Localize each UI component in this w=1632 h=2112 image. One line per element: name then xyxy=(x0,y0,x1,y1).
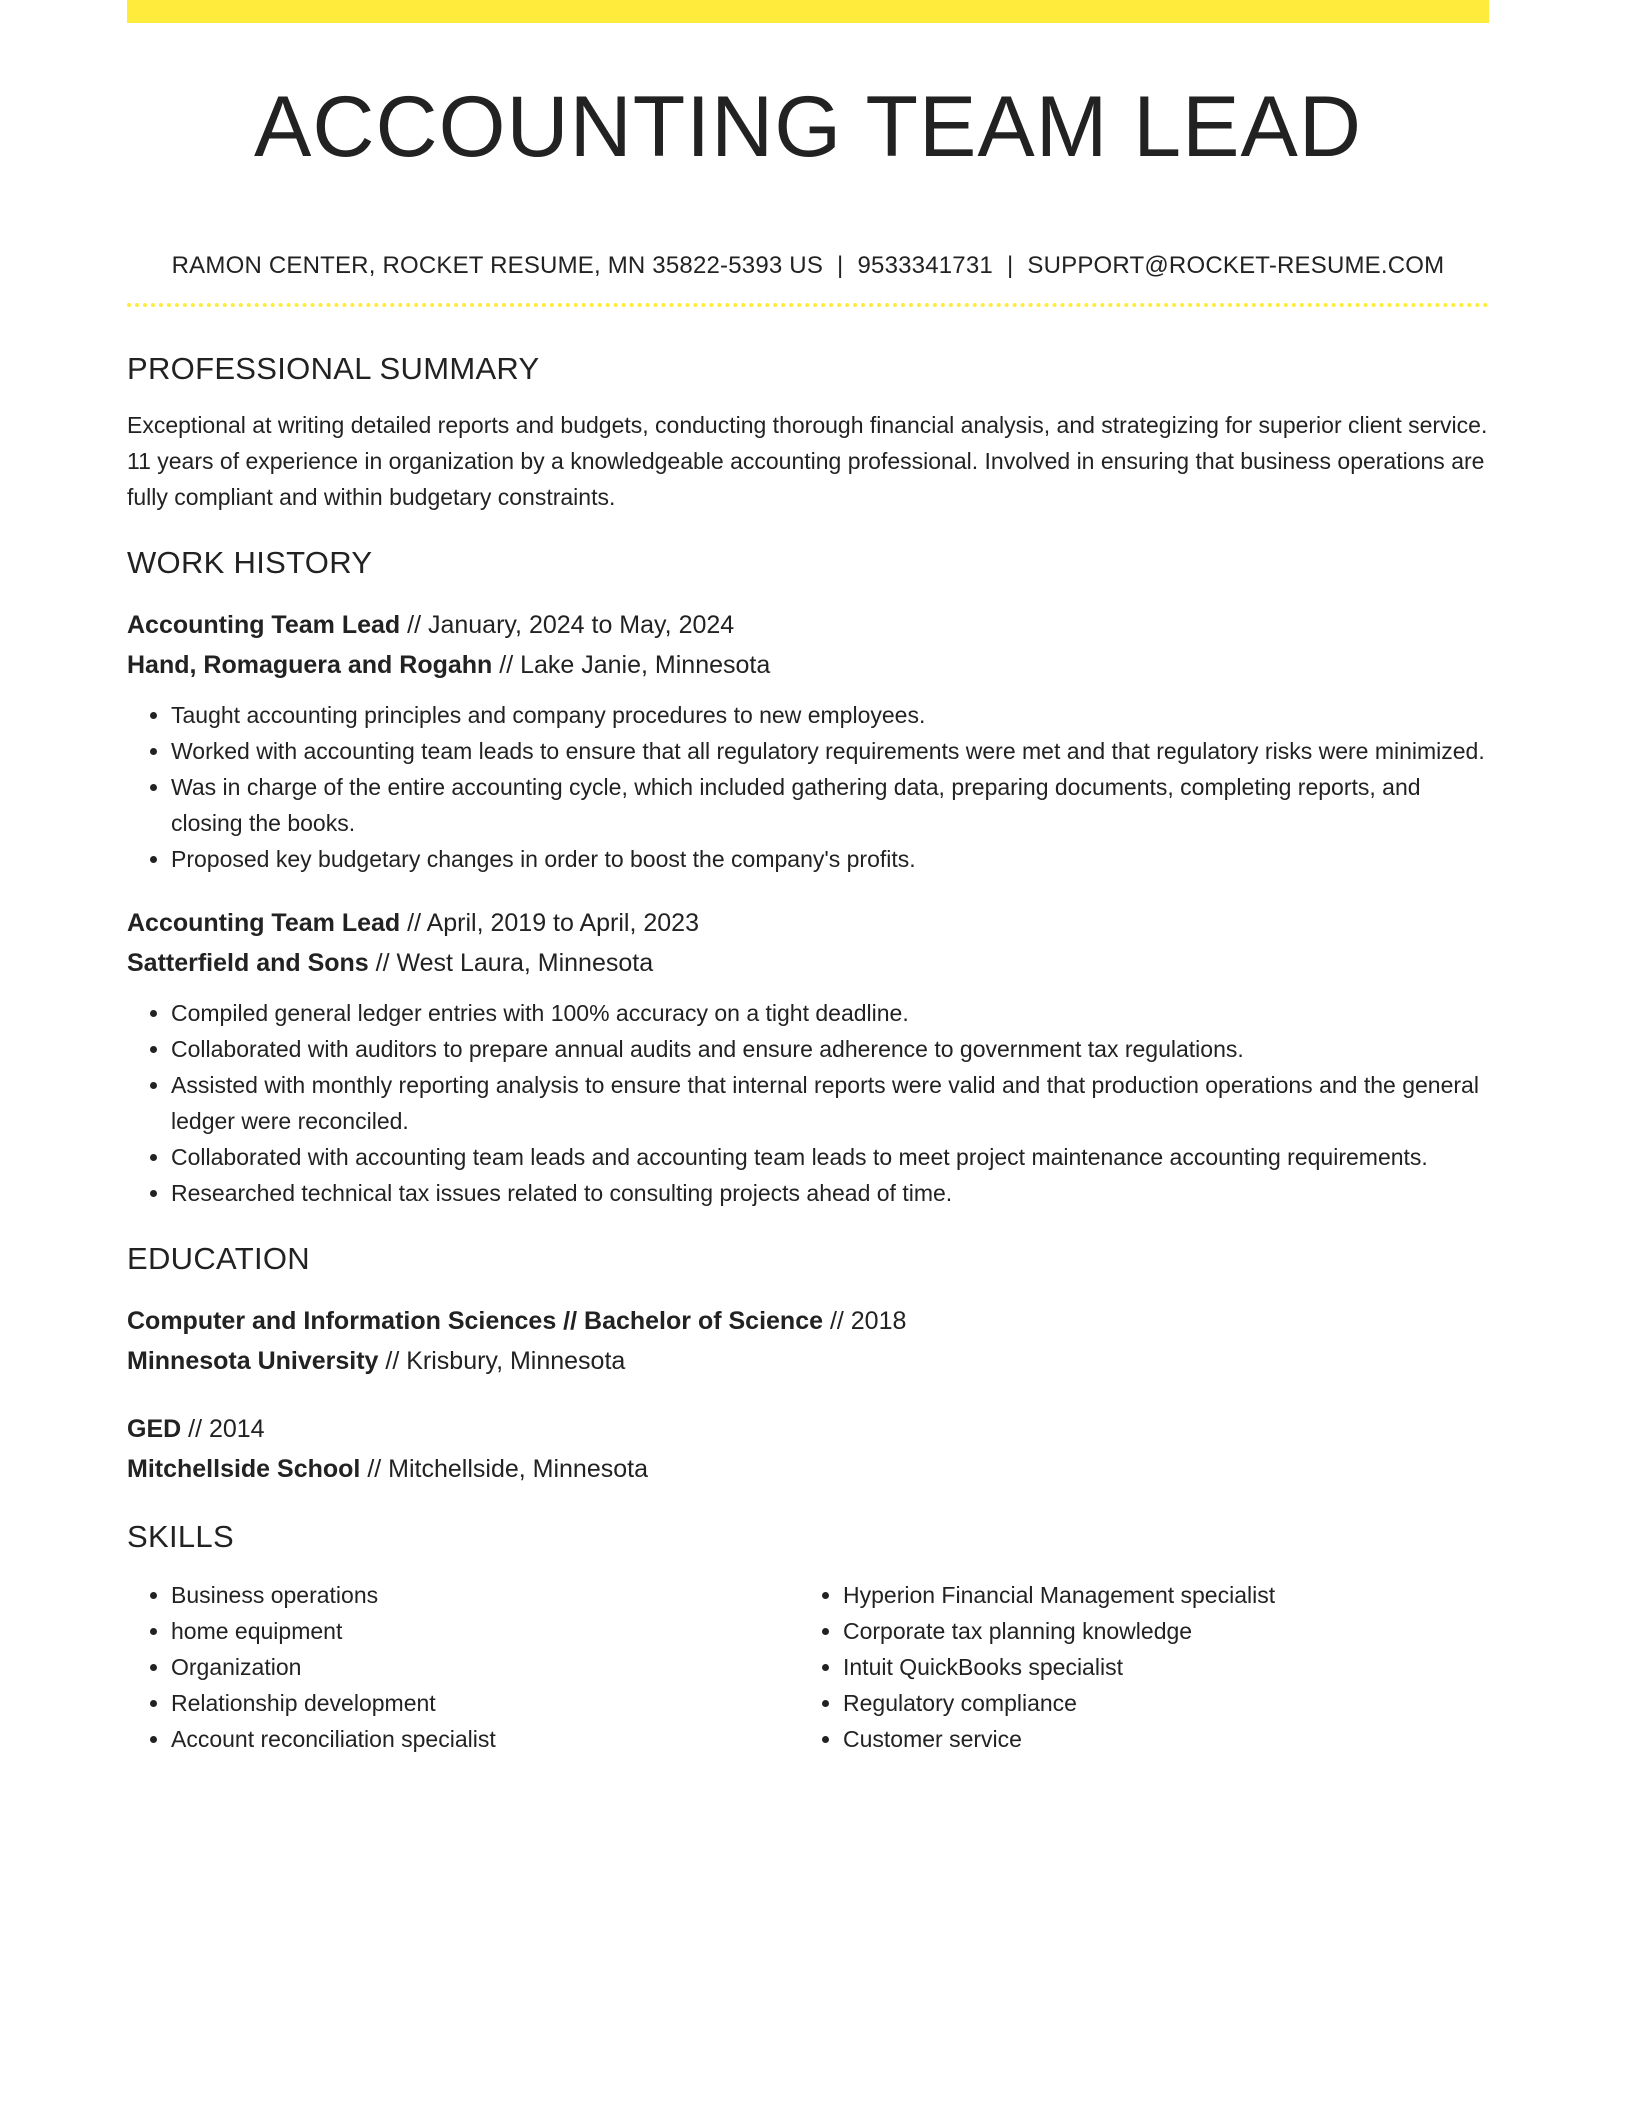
list-item: • Hyperion Financial Management specialist xyxy=(843,1577,1471,1613)
work-history-heading: WORK HISTORY xyxy=(127,545,373,580)
job-entry xyxy=(127,605,1489,877)
job-entry xyxy=(127,903,1489,1211)
education-location: // Krisbury, Minnesota xyxy=(378,1347,626,1375)
job-bullets xyxy=(127,995,1489,1211)
job-company-line xyxy=(127,645,1489,685)
education-degree-line xyxy=(127,1409,1489,1449)
list-item: • Worked with accounting team leads to ensure that all regulatory requirements were met and that regulatory risks were minimized. xyxy=(171,733,1489,769)
job-title-line xyxy=(127,605,1489,645)
skills-column-left xyxy=(127,1577,799,1757)
summary-heading: PROFESSIONAL SUMMARY xyxy=(127,351,540,386)
list-item: • Account reconciliation specialist xyxy=(171,1721,799,1757)
list-item: • Proposed key budgetary changes in order to boost the company's profits. xyxy=(171,841,1489,877)
job-title-line xyxy=(127,903,1489,943)
job-company: Satterfield and Sons xyxy=(127,949,369,977)
job-role: Accounting Team Lead xyxy=(127,611,401,639)
job-company-line xyxy=(127,943,1489,983)
contact-phone: 9533341731 xyxy=(857,252,993,279)
list-item: • Relationship development xyxy=(171,1685,799,1721)
list-item: • Corporate tax planning knowledge xyxy=(843,1613,1471,1649)
list-item: • Regulatory compliance xyxy=(843,1685,1471,1721)
job-bullets xyxy=(127,697,1489,877)
job-location: // Lake Janie, Minnesota xyxy=(492,651,771,679)
job-role: Accounting Team Lead xyxy=(127,909,401,937)
resume-page xyxy=(127,0,1489,1757)
education-degree-line xyxy=(127,1301,1489,1341)
header-divider xyxy=(127,303,1489,307)
contact-line xyxy=(127,251,1489,281)
list-item: • Intuit QuickBooks specialist xyxy=(843,1649,1471,1685)
contact-email: SUPPORT@ROCKET-RESUME.COM xyxy=(1027,252,1445,279)
job-company: Hand, Romaguera and Rogahn xyxy=(127,651,493,679)
education-location: // Mitchellside, Minnesota xyxy=(360,1455,648,1483)
education-heading: EDUCATION xyxy=(127,1241,310,1276)
education-school-line xyxy=(127,1341,1489,1381)
education-school: Mitchellside School xyxy=(127,1455,361,1483)
job-dates: // April, 2019 to April, 2023 xyxy=(400,909,699,937)
education-degree: Computer and Information Sciences // Bachelor of Science xyxy=(127,1307,823,1335)
list-item: • Collaborated with accounting team leads and accounting team leads to meet project maintenance accounting requirements. xyxy=(171,1139,1489,1175)
list-item: • Customer service xyxy=(843,1721,1471,1757)
skills-heading: SKILLS xyxy=(127,1519,234,1554)
list-item: • Compiled general ledger entries with 100% accuracy on a tight deadline. xyxy=(171,995,1489,1031)
list-item: • Taught accounting principles and company procedures to new employees. xyxy=(171,697,1489,733)
list-item: • Was in charge of the entire accounting cycle, which included gathering data, preparing documents, completing reports, and closing the books. xyxy=(171,769,1489,841)
list-item: • Assisted with monthly reporting analysis to ensure that internal reports were valid and that production operations and the general ledger were reconciled. xyxy=(171,1067,1489,1139)
skills-column-right xyxy=(799,1577,1471,1757)
top-accent-bar xyxy=(127,0,1489,23)
list-item: • Organization xyxy=(171,1649,799,1685)
education-entry xyxy=(127,1301,1489,1381)
contact-address: RAMON CENTER, ROCKET RESUME, MN 35822-5393 US xyxy=(171,252,824,279)
job-dates: // January, 2024 to May, 2024 xyxy=(400,611,735,639)
contact-separator: | xyxy=(837,252,844,279)
education-degree: GED xyxy=(127,1415,182,1443)
contact-separator: | xyxy=(1006,252,1014,279)
education-school: Minnesota University xyxy=(127,1347,379,1375)
list-item: • Researched technical tax issues related to consulting projects ahead of time. xyxy=(171,1175,1489,1211)
education-year: // 2014 xyxy=(181,1415,265,1443)
job-location: // West Laura, Minnesota xyxy=(368,949,654,977)
education-school-line xyxy=(127,1449,1489,1489)
list-item: • Collaborated with auditors to prepare annual audits and ensure adherence to government tax regulations. xyxy=(171,1031,1489,1067)
resume-name: ACCOUNTING TEAM LEAD xyxy=(254,79,1362,175)
skills-grid xyxy=(127,1577,1489,1757)
education-year: // 2018 xyxy=(823,1307,907,1335)
summary-text: Exceptional at writing detailed reports and budgets, conducting thorough financial analysis, and strategizing for superior client service. 11 years of experience in organization by a knowledgeable accounting professional. Involved in ensuring that business operations are fully compliant and within budgetary constraints. xyxy=(127,412,1488,510)
list-item: • home equipment xyxy=(171,1613,799,1649)
education-entry xyxy=(127,1409,1489,1489)
list-item: • Business operations xyxy=(171,1577,799,1613)
